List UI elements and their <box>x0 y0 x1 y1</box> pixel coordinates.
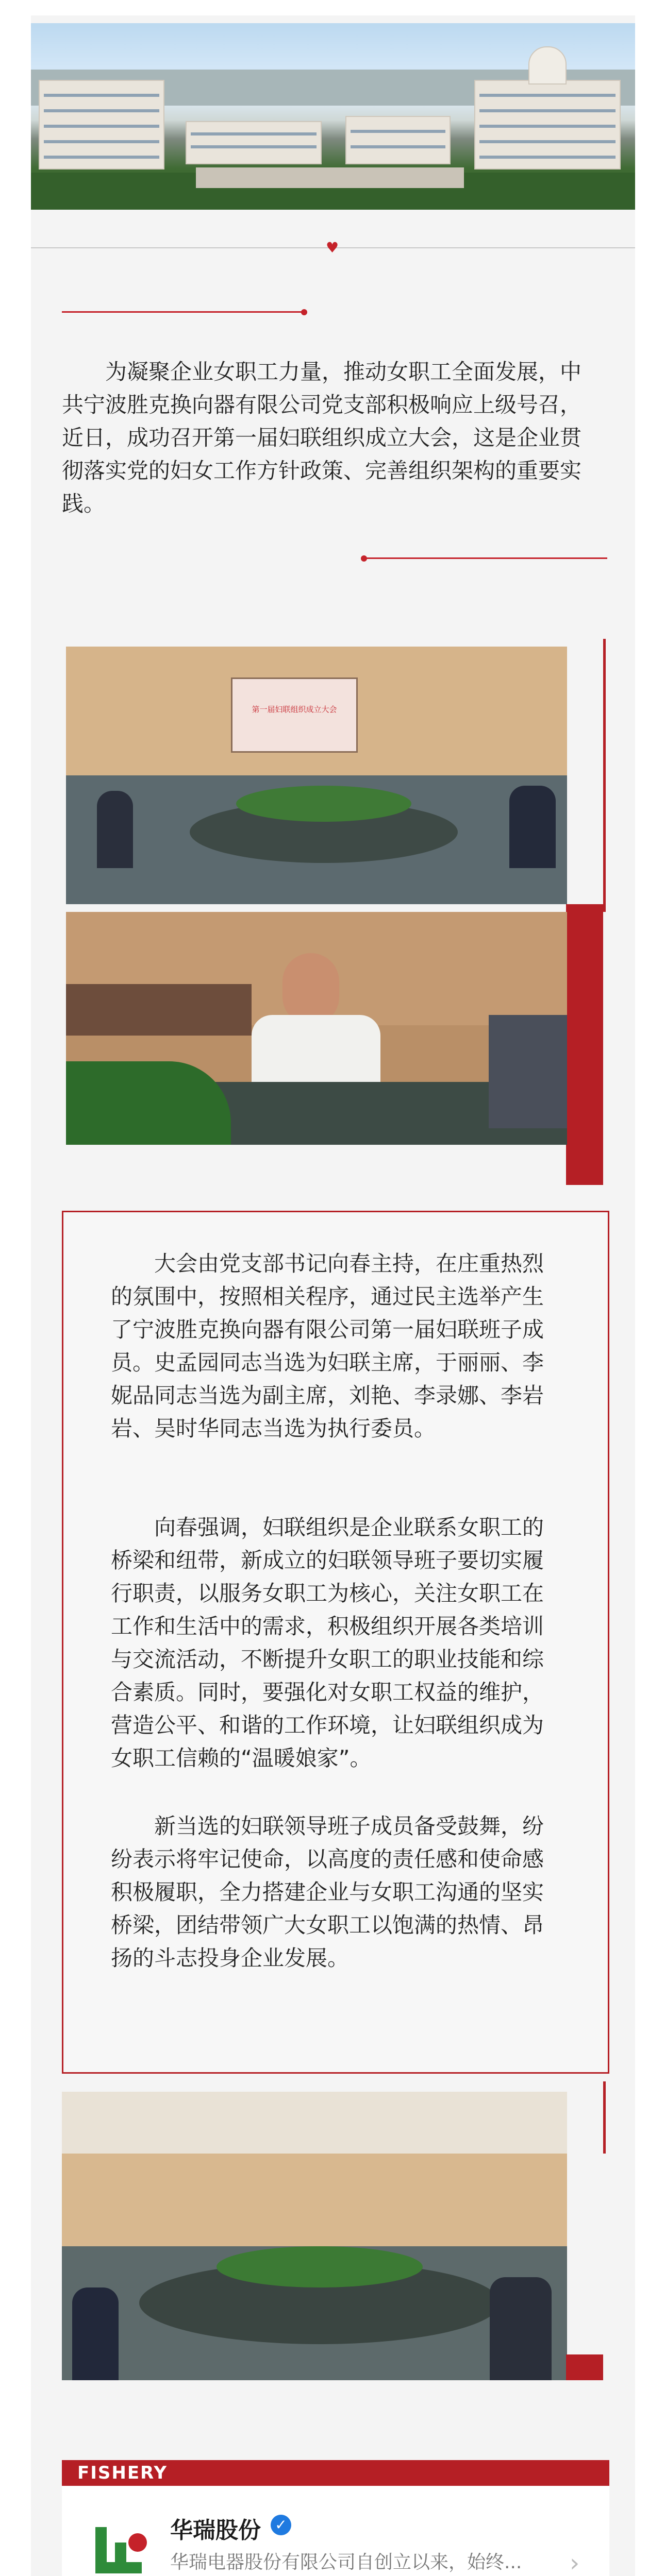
photo-frame-accent <box>603 2081 606 2154</box>
chevron-right-icon[interactable]: › <box>570 2549 580 2576</box>
photo-frame-accent <box>566 904 603 1185</box>
photo-frame-accent <box>603 639 606 912</box>
red-accent-dot <box>301 309 307 315</box>
article-body-box <box>62 1211 609 2074</box>
red-accent-line <box>62 311 304 313</box>
body-paragraph: 大会由党支部书记向春主持，在庄重热烈的氛围中，按照相关程序，通过民主选举产生了宁波胜克换向器有限公司第一届妇联班子成员。史孟园同志当选为妇联主席，于丽丽、李妮品同志当选为副主席，刘艳、李录娜、李岩岩、吴时华同志当选为执行委员。 <box>111 1251 544 1441</box>
official-account-card[interactable] <box>62 2486 609 2576</box>
account-description: 华瑞电器股份有限公司自创立以来，始终... <box>170 2552 522 2573</box>
account-banner: FISHERY <box>62 2460 609 2486</box>
body-paragraph: 向春强调，妇联组织是企业联系女职工的桥梁和纽带，新成立的妇联领导班子要切实履行职责，以服务女职工为核心，关注女职工在工作和生活中的需求，积极组织开展各类培训与交流活动，不断提升女职工的职业技能和综合素质。同时，要强化对女职工权益的维护，营造公平、和谐的工作环境，让妇联组织成为女职工信赖的“温暖娘家”。 <box>111 1515 544 1771</box>
red-accent-line <box>364 557 607 559</box>
company-logo <box>90 2517 157 2576</box>
host-speaking-photo <box>66 912 567 1145</box>
verified-icon: ✓ <box>271 2515 291 2535</box>
photo-frame-accent <box>566 2354 603 2380</box>
screen-slide-text: 第一届妇联组织成立大会 <box>252 705 337 714</box>
body-paragraph: 新当选的妇联领导班子成员备受鼓舞，纷纷表示将牢记使命，以高度的责任感和使命感积极履职，全力搭建企业与女职工沟通的坚实桥梁，团结带领广大女职工以饱满的热情、昂扬的斗志投身企业发展。 <box>111 1814 544 1971</box>
meeting-room-photo <box>66 647 567 904</box>
meeting-table-photo <box>62 2092 567 2380</box>
factory-hero-image <box>31 23 635 210</box>
intro-paragraph: 为凝聚企业女职工力量，推动女职工全面发展，中共宁波胜克换向器有限公司党支部积极响应上级号召，近日，成功召开第一届妇联组织成立大会，这是企业贯彻落实党的妇女工作方针政策、完善组织架构的重要实践。 <box>62 359 582 516</box>
account-name: 华瑞股份 <box>170 2517 261 2544</box>
heart-icon: ♥ <box>326 239 339 256</box>
